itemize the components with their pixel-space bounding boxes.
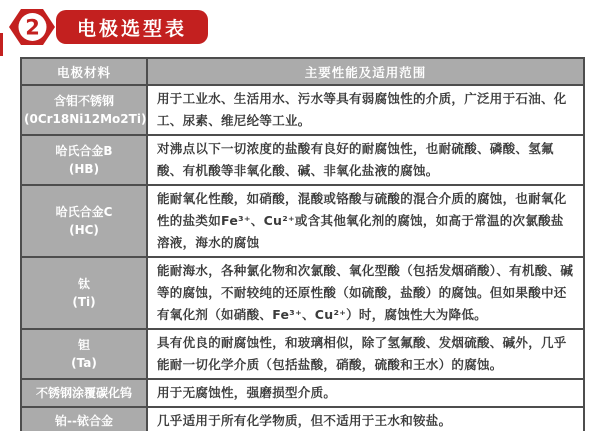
material-name: 含钼不锈钢 xyxy=(53,94,114,108)
material-cell xyxy=(21,407,147,431)
material-cell xyxy=(21,185,147,257)
material-code: (HC) xyxy=(69,223,99,237)
badge-number: 2 xyxy=(25,15,40,40)
column-header-material: 电极材料 xyxy=(21,58,147,85)
table-row xyxy=(21,135,584,185)
material-cell xyxy=(21,329,147,379)
column-header-performance: 主要性能及适用范围 xyxy=(147,58,584,85)
table-row xyxy=(21,185,584,257)
material-cell xyxy=(21,257,147,329)
electrode-selection-table xyxy=(20,57,585,431)
description-cell: 具有优良的耐腐蚀性，和玻璃相似，除了氢氟酸、发烟硫酸、碱外，几乎能耐一切化学介质（包括盐酸，硝酸，硫酸和王水）的腐蚀。 xyxy=(147,329,584,379)
table-row xyxy=(21,407,584,431)
description-cell: 能耐氧化性酸，如硝酸，混酸或铬酸与硫酸的混合介质的腐蚀，也耐氧化性的盐类如Fe³⁺、Cu²⁺或含其他氧化剂的腐蚀，如高于常温的次氯酸盐溶液，海水的腐蚀 xyxy=(147,185,584,257)
description-cell: 对沸点以下一切浓度的盐酸有良好的耐腐蚀性，也耐硫酸、磷酸、氢氟酸、有机酸等非氧化酸、碱、非氧化盐液的腐蚀。 xyxy=(147,135,584,185)
material-code: (HB) xyxy=(68,162,100,176)
material-name: 铂--铱合金 xyxy=(55,414,113,428)
material-cell xyxy=(21,135,147,185)
material-cell xyxy=(21,85,147,135)
section-title-banner xyxy=(56,10,208,44)
table-row xyxy=(21,329,584,379)
material-cell xyxy=(21,379,147,407)
description-cell: 几乎适用于所有化学物质，但不适用于王水和铵盐。 xyxy=(147,407,584,431)
description-cell: 能耐海水，各种氯化物和次氯酸、氧化型酸（包括发烟硝酸）、有机酸、碱等的腐蚀，不耐较纯的还原性酸（如硫酸，盐酸）的腐蚀。但如果酸中还有氧化剂（如硝酸、Fe³⁺、Cu²⁺）时，腐蚀性大为降低。 xyxy=(147,257,584,329)
material-name: 钛 xyxy=(77,277,90,291)
table-row xyxy=(21,257,584,329)
table-row xyxy=(21,85,584,135)
material-name: 钽 xyxy=(77,338,90,352)
material-code: (Ti) xyxy=(72,295,96,309)
material-name: 不锈钢涂覆碳化钨 xyxy=(35,386,132,400)
material-code: (0Cr18Ni12Mo2Ti) xyxy=(24,112,147,126)
description-cell: 用于工业水、生活用水、污水等具有弱腐蚀性的介质，广泛用于石油、化工、尿素、维尼纶等工业。 xyxy=(147,85,584,135)
table-header-row xyxy=(21,58,584,85)
material-code: (Ta) xyxy=(71,356,97,370)
table-row xyxy=(21,379,584,407)
description-cell: 用于无腐蚀性，强磨损型介质。 xyxy=(147,379,584,407)
page-edge-decoration xyxy=(0,33,3,56)
step-number-badge xyxy=(8,5,56,49)
material-name: 哈氏合金C xyxy=(55,205,113,219)
section-title: 电极选型表 xyxy=(76,17,187,40)
material-name: 哈氏合金B xyxy=(55,144,113,158)
